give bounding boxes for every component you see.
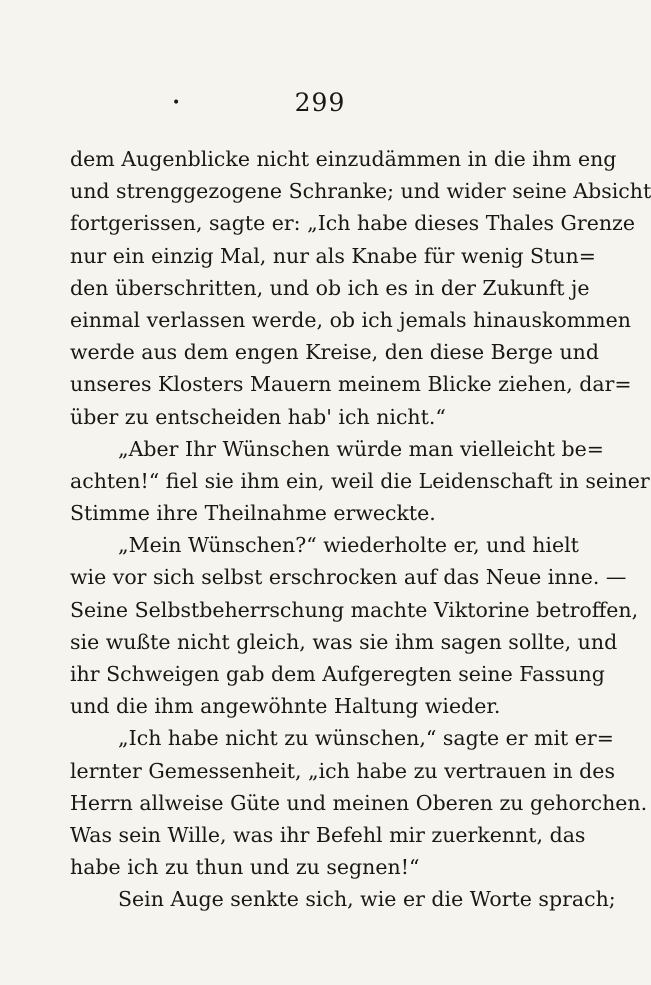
text-line: Stimme ihre Theilnahme erweckte. bbox=[70, 501, 436, 526]
text-line: „Aber Ihr Wünschen würde man vielleicht be= bbox=[118, 436, 604, 461]
text-line: ihr Schweigen gab dem Aufgeregten seine Fassung bbox=[70, 662, 605, 686]
text-line: Herrn allweise Güte und meinen Oberen zu gehorchen. bbox=[70, 790, 648, 815]
text-line: lernter Gemessenheit, „ich habe zu vertrauen in des bbox=[70, 758, 615, 783]
text-line: unseres Klosters Mauern meinem Blicke ziehen, dar= bbox=[70, 372, 632, 397]
page-number: 299 bbox=[294, 88, 346, 117]
text-line: „Ich habe nicht zu wünschen,“ sagte er mit er= bbox=[118, 726, 614, 751]
text-line: Seine Selbstbeherrschung machte Viktorine betroffen, bbox=[70, 597, 639, 622]
text-line: den überschritten, und ob ich es in der Zukunft je bbox=[70, 275, 590, 300]
text-line: „Mein Wünschen?“ wiederholte er, und hielt bbox=[118, 533, 579, 558]
text-line: nur ein einzig Mal, nur als Knabe für wenig Stun= bbox=[70, 243, 596, 268]
text-line: werde aus dem engen Kreise, den diese Berge und bbox=[70, 340, 599, 365]
text-line: und strenggezogene Schranke; und wider seine Absicht bbox=[70, 179, 651, 204]
text-line: über zu entscheiden hab' ich nicht.“ bbox=[70, 404, 446, 429]
text-line: einmal verlassen werde, ob ich jemals hinauskommen bbox=[70, 307, 631, 332]
text-line: Was sein Wille, was ihr Befehl mir zuerkennt, das bbox=[70, 822, 586, 847]
text-line: habe ich zu thun und zu segnen!“ bbox=[70, 855, 420, 880]
body-text bbox=[70, 143, 651, 916]
text-line: achten!“ fiel sie ihm ein, weil die Leidenschaft in seiner bbox=[70, 468, 650, 493]
text-line: und die ihm angewöhnte Haltung wieder. bbox=[70, 694, 501, 719]
text-line: Sein Auge senkte sich, wie er die Worte sprach; bbox=[118, 887, 616, 912]
text-line: sie wußte nicht gleich, was sie ihm sagen sollte, und bbox=[70, 629, 618, 654]
text-line: fortgerissen, sagte er: „Ich habe dieses Thales Grenze bbox=[70, 211, 635, 236]
text-line: dem Augenblicke nicht einzudämmen in die ihm eng bbox=[70, 147, 617, 171]
printer-mark: • bbox=[172, 95, 181, 111]
text-line: wie vor sich selbst erschrocken auf das Neue inne. — bbox=[70, 565, 627, 590]
